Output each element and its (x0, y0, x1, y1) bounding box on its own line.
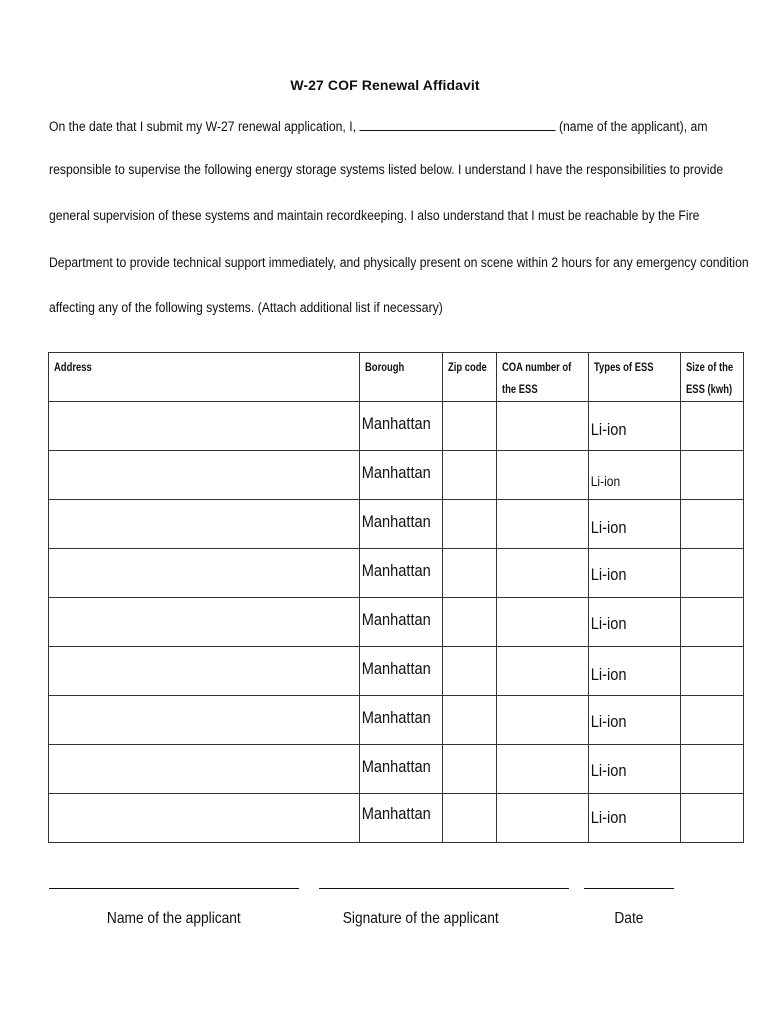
address-cell[interactable] (49, 500, 360, 549)
paragraph-line-1 (49, 116, 707, 135)
coa-cell[interactable] (496, 500, 588, 549)
size-cell[interactable] (680, 402, 744, 451)
table-row (49, 696, 744, 745)
size-cell[interactable] (680, 500, 744, 549)
borough-cell[interactable]: Manhattan (360, 500, 443, 549)
address-cell[interactable] (49, 745, 360, 794)
zip-cell[interactable] (443, 647, 496, 696)
header-coa-number: COA number of the ESS (496, 353, 588, 402)
type-cell[interactable]: Li-ion (588, 794, 680, 843)
coa-cell[interactable] (496, 696, 588, 745)
borough-cell[interactable]: Manhattan (360, 794, 443, 843)
table-header-row (49, 353, 744, 402)
table-row (49, 451, 744, 500)
coa-cell[interactable] (496, 647, 588, 696)
type-cell[interactable]: Li-ion (588, 549, 680, 598)
type-cell[interactable]: Li-ion (588, 696, 680, 745)
size-cell[interactable] (680, 647, 744, 696)
zip-cell[interactable] (443, 696, 496, 745)
size-cell[interactable] (680, 696, 744, 745)
address-cell[interactable] (49, 647, 360, 696)
coa-cell[interactable] (496, 402, 588, 451)
address-cell[interactable] (49, 696, 360, 745)
borough-cell[interactable]: Manhattan (360, 549, 443, 598)
address-cell[interactable] (49, 451, 360, 500)
table-row (49, 402, 744, 451)
size-cell[interactable] (680, 451, 744, 500)
paragraph-line-1-before: On the date that I submit my W-27 renewal application, I, (49, 119, 356, 135)
type-cell[interactable]: Li-ion (588, 402, 680, 451)
size-cell[interactable] (680, 598, 744, 647)
zip-cell[interactable] (443, 794, 496, 843)
borough-cell[interactable]: Manhattan (360, 647, 443, 696)
table-row (49, 500, 744, 549)
table-row (49, 794, 744, 843)
borough-cell[interactable]: Manhattan (360, 745, 443, 794)
paragraph-line-4: Department to provide technical support immediately, and physically present on scene within 2 hours for any emergency condition (49, 255, 749, 271)
size-cell[interactable] (680, 745, 744, 794)
zip-cell[interactable] (443, 500, 496, 549)
address-cell[interactable] (49, 549, 360, 598)
zip-cell[interactable] (443, 745, 496, 794)
coa-cell[interactable] (496, 549, 588, 598)
header-types-of-ess: Types of ESS (588, 353, 680, 402)
paragraph-line-5: affecting any of the following systems. (Attach additional list if necessary) (49, 300, 443, 316)
coa-cell[interactable] (496, 598, 588, 647)
date-label: Date (614, 910, 644, 927)
document-title: W-27 COF Renewal Affidavit (290, 77, 480, 93)
applicant-signature-line[interactable] (319, 888, 569, 889)
type-cell[interactable]: Li-ion (588, 598, 680, 647)
paragraph-line-1-after: (name of the applicant), am (558, 119, 708, 135)
borough-cell[interactable]: Manhattan (360, 598, 443, 647)
zip-cell[interactable] (443, 402, 496, 451)
table-row (49, 549, 744, 598)
zip-cell[interactable] (443, 451, 496, 500)
size-cell[interactable] (680, 794, 744, 843)
table-row (49, 598, 744, 647)
borough-cell[interactable]: Manhattan (360, 402, 443, 451)
type-cell[interactable]: Li-ion (588, 647, 680, 696)
coa-cell[interactable] (496, 451, 588, 500)
header-size-of-ess: Size of the ESS (kwh) (680, 353, 744, 402)
borough-cell[interactable]: Manhattan (360, 696, 443, 745)
table-row (49, 647, 744, 696)
type-cell[interactable]: Li-ion (588, 451, 680, 500)
name-of-applicant-label: Name of the applicant (107, 910, 241, 927)
address-cell[interactable] (49, 794, 360, 843)
paragraph-line-2: responsible to supervise the following energy storage systems listed below. I understand I have the responsibilities to provide (49, 162, 724, 178)
coa-cell[interactable] (496, 745, 588, 794)
borough-cell[interactable]: Manhattan (360, 451, 443, 500)
paragraph-line-3: general supervision of these systems and maintain recordkeeping. I also understand that I must be reachable by the Fire (49, 208, 700, 224)
address-cell[interactable] (49, 598, 360, 647)
table-row (49, 745, 744, 794)
header-address: Address (49, 353, 360, 402)
address-cell[interactable] (49, 402, 360, 451)
date-signature-line[interactable] (584, 888, 674, 889)
zip-cell[interactable] (443, 549, 496, 598)
type-cell[interactable]: Li-ion (588, 500, 680, 549)
size-cell[interactable] (680, 549, 744, 598)
applicant-name-signature-line[interactable] (49, 888, 299, 889)
header-borough: Borough (360, 353, 443, 402)
coa-cell[interactable] (496, 794, 588, 843)
header-zip-code: Zip code (443, 353, 496, 402)
type-cell[interactable]: Li-ion (588, 745, 680, 794)
signature-of-applicant-label: Signature of the applicant (342, 910, 500, 927)
zip-cell[interactable] (443, 598, 496, 647)
applicant-name-blank[interactable] (359, 116, 555, 131)
ess-table (48, 352, 744, 843)
